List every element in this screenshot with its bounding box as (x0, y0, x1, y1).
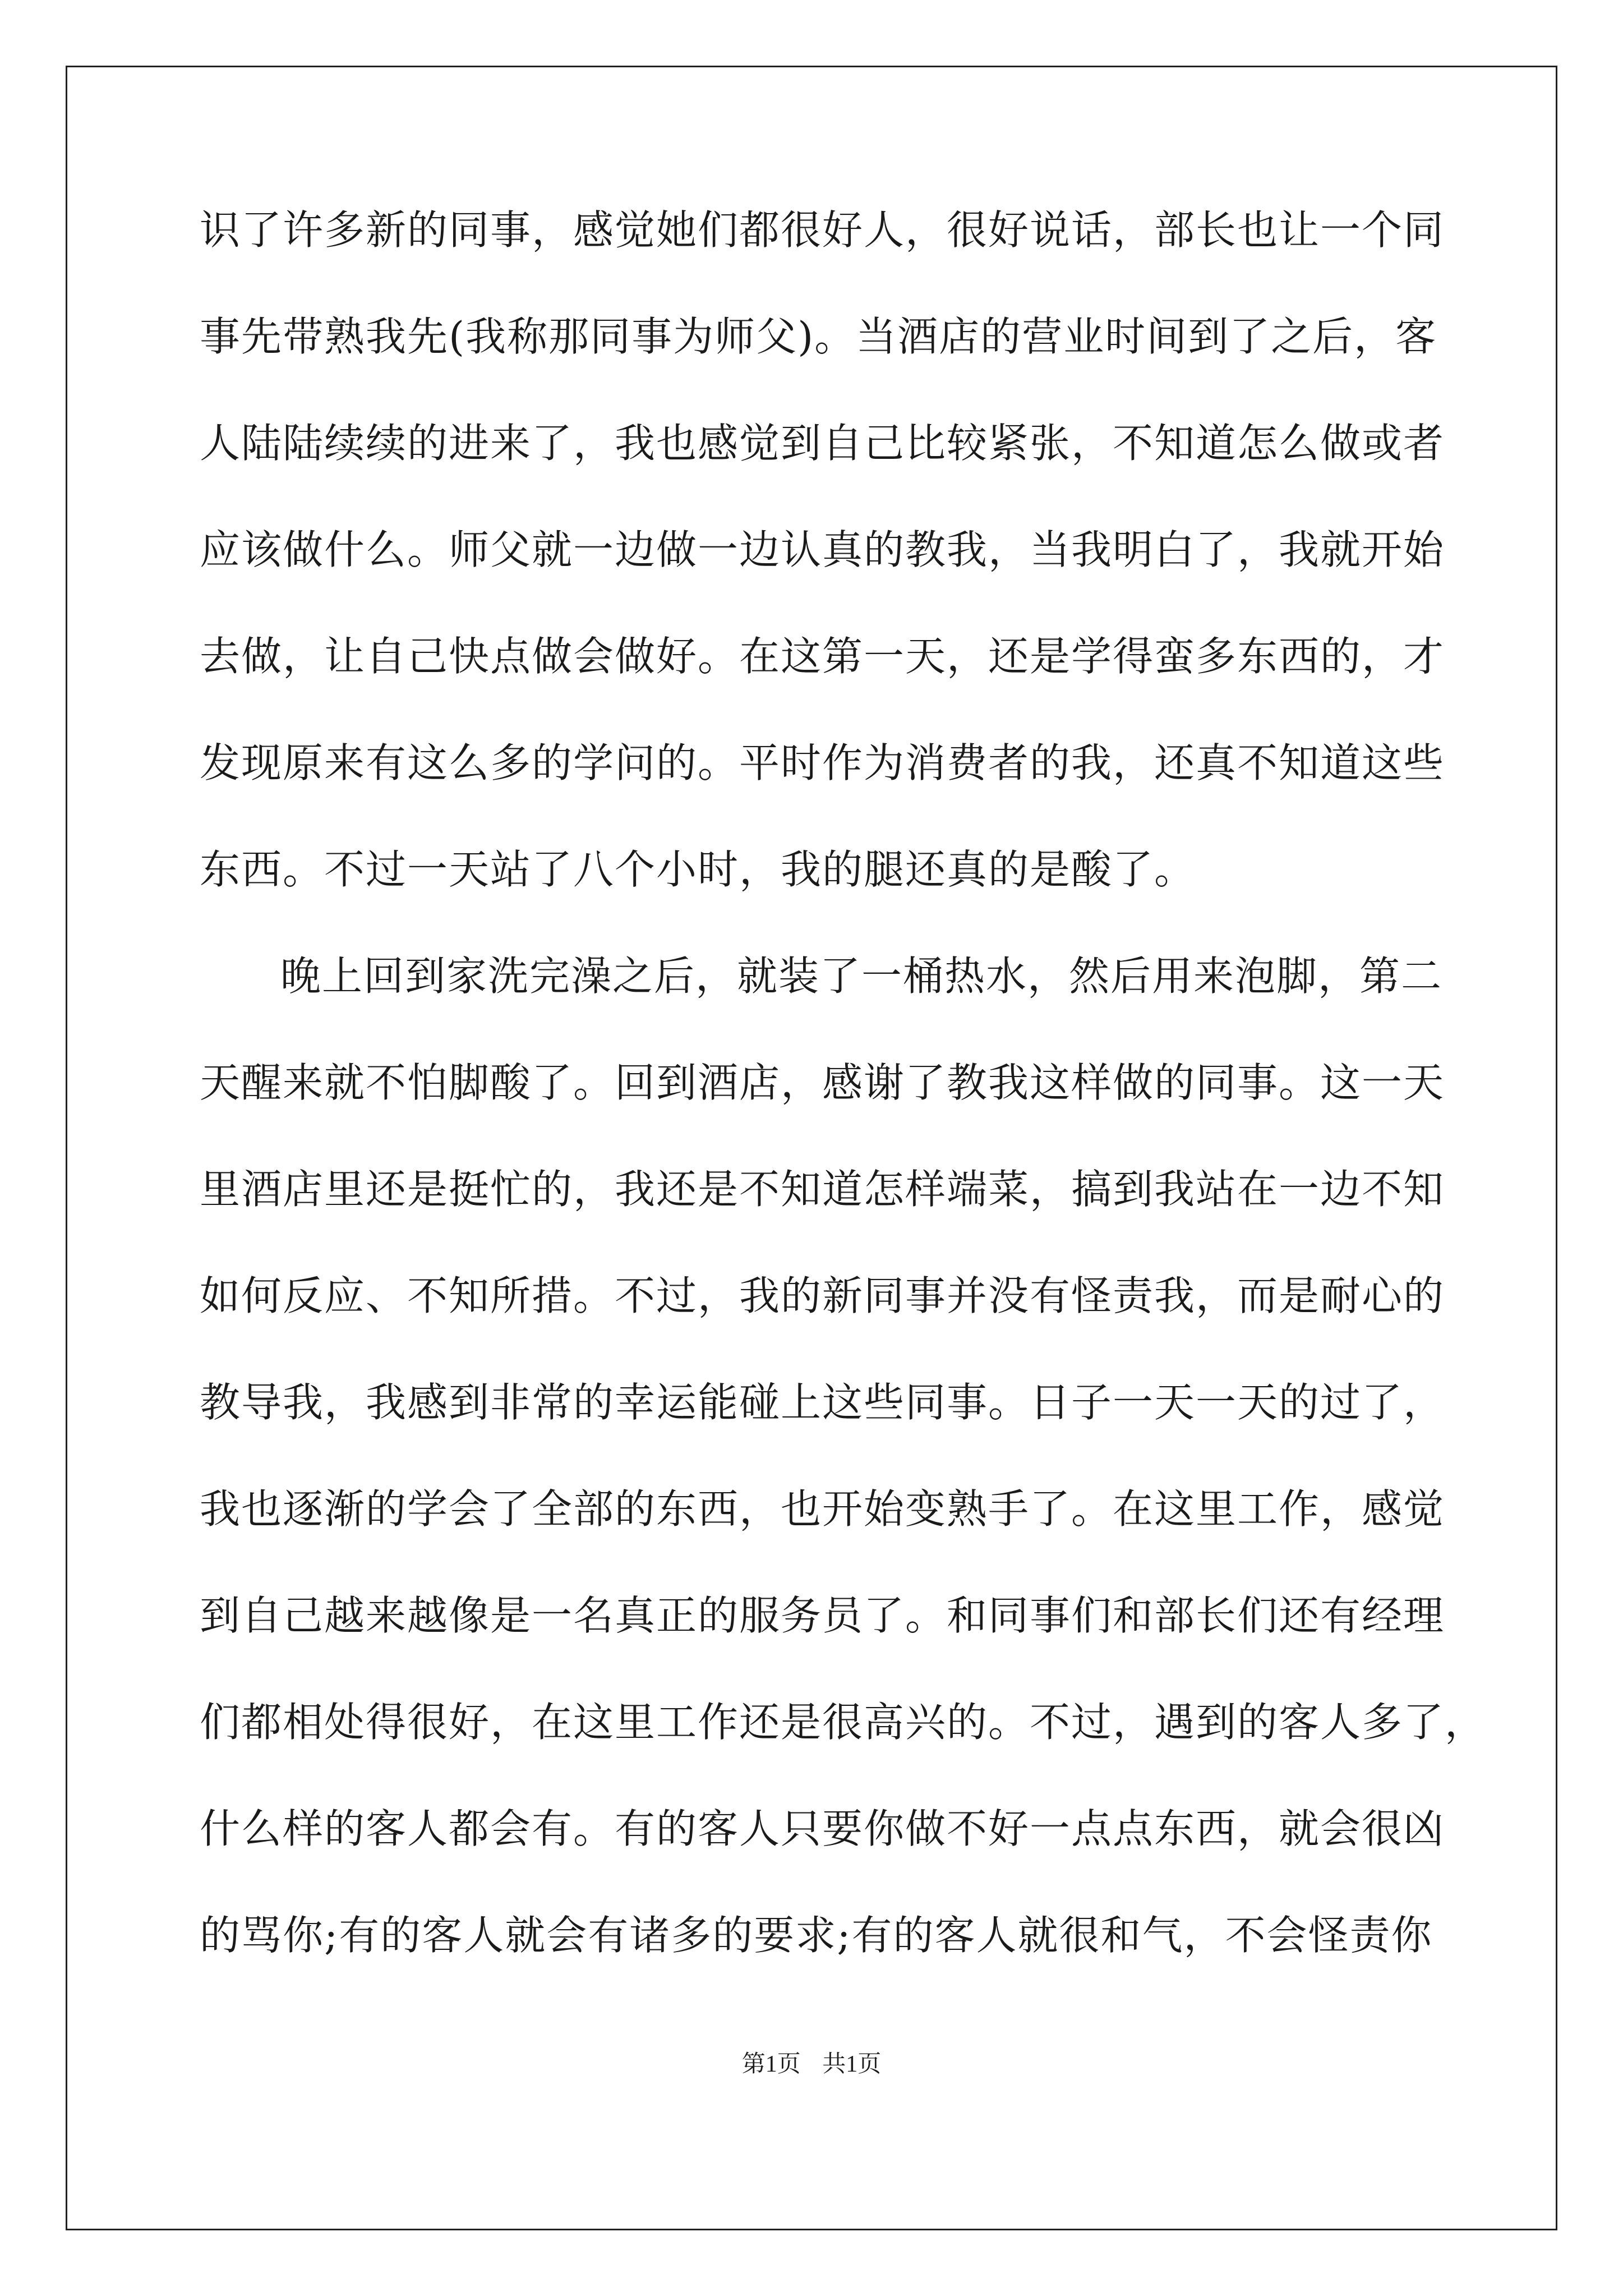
text-line: 人陆陆续续的进来了，我也感觉到自己比较紧张，不知道怎么做或者 (200, 420, 1445, 467)
text-line: 事先带熟我先(我称那同事为师父)。当酒店的营业时间到了之后，客 (200, 313, 1437, 360)
paragraph-start-line: 晚上回到家洗完澡之后，就装了一桶热水，然后用来泡脚，第二 (280, 953, 1443, 1000)
text-line: 什么样的客人都会有。有的客人只要你做不好一点点东西，就会很凶 (200, 1805, 1445, 1852)
text-line: 们都相处得很好，在这里工作还是很高兴的。不过，遇到的客人多了， (200, 1699, 1487, 1746)
text-line: 的骂你;有的客人就会有诸多的要求;有的客人就很和气，不会怪责你 (200, 1912, 1433, 1959)
text-line: 发现原来有这么多的学问的。平时作为消费者的我，还真不知道这些 (200, 739, 1445, 786)
text-line: 到自己越来越像是一名真正的服务员了。和同事们和部长们还有经理 (200, 1592, 1445, 1639)
page-number: 第1页 (741, 2051, 801, 2077)
page-footer (0, 2047, 1623, 2081)
text-line: 我也逐渐的学会了全部的东西，也开始变熟手了。在这里工作，感觉 (200, 1485, 1445, 1533)
page-total: 共1页 (822, 2051, 882, 2077)
text-line: 如何反应、不知所措。不过，我的新同事并没有怪责我，而是耐心的 (200, 1272, 1445, 1319)
text-line: 里酒店里还是挺忙的，我还是不知道怎样端菜，搞到我站在一边不知 (200, 1166, 1445, 1213)
text-line: 识了许多新的同事，感觉她们都很好人，很好说话，部长也让一个同 (200, 206, 1445, 254)
text-line: 去做，让自己快点做会做好。在这第一天，还是学得蛮多东西的，才 (200, 633, 1445, 680)
text-line: 应该做什么。师父就一边做一边认真的教我，当我明白了，我就开始 (200, 526, 1445, 573)
text-line: 东西。不过一天站了八个小时，我的腿还真的是酸了。 (200, 846, 1196, 893)
text-line: 教导我，我感到非常的幸运能碰上这些同事。日子一天一天的过了， (200, 1379, 1445, 1426)
text-line: 天醒来就不怕脚酸了。回到酒店，感谢了教我这样做的同事。这一天 (200, 1059, 1445, 1106)
